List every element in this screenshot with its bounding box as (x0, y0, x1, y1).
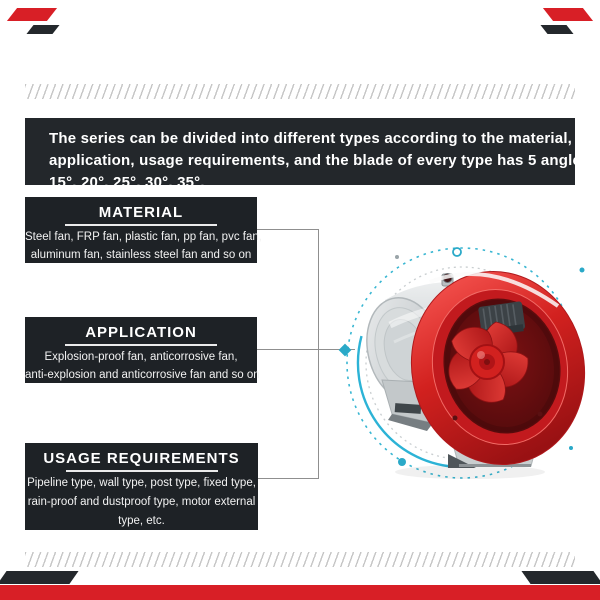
section-application-line-1: Explosion-proof fan, anticorrosive fan, (44, 351, 238, 363)
connector-line-usage (258, 478, 318, 479)
section-application-title: APPLICATION (85, 324, 197, 341)
corner-ribbon-top-right-dark (540, 25, 573, 34)
headline-line-1: The series can be divided into different types according to the material, (49, 130, 573, 147)
section-application-line-2: anti-explosion and anticorrosive fan and so on (25, 369, 260, 381)
section-usage-line-2: rain-proof and dustproof type, motor external (27, 496, 256, 508)
section-material-underline (65, 224, 217, 226)
corner-ribbon-bottom-right-dark (521, 571, 600, 584)
section-application (25, 317, 260, 383)
section-usage-title: USAGE REQUIREMENTS (43, 450, 240, 467)
axial-fan-illustration (330, 230, 600, 490)
section-material-line-2: aluminum fan, stainless steel fan and so on (30, 249, 252, 261)
connector-line-material (257, 229, 318, 230)
diagonal-stripes-bottom (25, 552, 575, 567)
headline-banner (25, 118, 595, 191)
section-usage-line-1: Pipeline type, wall type, post type, fixed type, (27, 477, 256, 489)
section-material-line-1: Steel fan, FRP fan, plastic fan, pp fan, pvc fan, (25, 231, 262, 243)
bottom-red-bar (0, 585, 600, 600)
section-material-title: MATERIAL (98, 204, 184, 221)
corner-ribbon-bottom-left-dark (0, 571, 79, 584)
corner-ribbon-top-right-red (543, 8, 593, 21)
headline-line-3: 15°, 20°, 25°, 30°, 35°. (49, 174, 205, 191)
section-usage-line-3: type, etc. (118, 515, 165, 527)
corner-ribbon-top-left-red (7, 8, 57, 21)
section-application-underline (65, 344, 217, 346)
diagonal-stripes-top (25, 84, 575, 99)
section-usage-requirements (25, 443, 258, 530)
corner-ribbon-top-left-dark (26, 25, 59, 34)
section-material (25, 197, 262, 263)
connector-line-vertical (318, 229, 319, 479)
section-usage-underline (66, 470, 218, 472)
headline-line-2: application, usage requirements, and the blade of every type has 5 angles: (49, 152, 595, 169)
